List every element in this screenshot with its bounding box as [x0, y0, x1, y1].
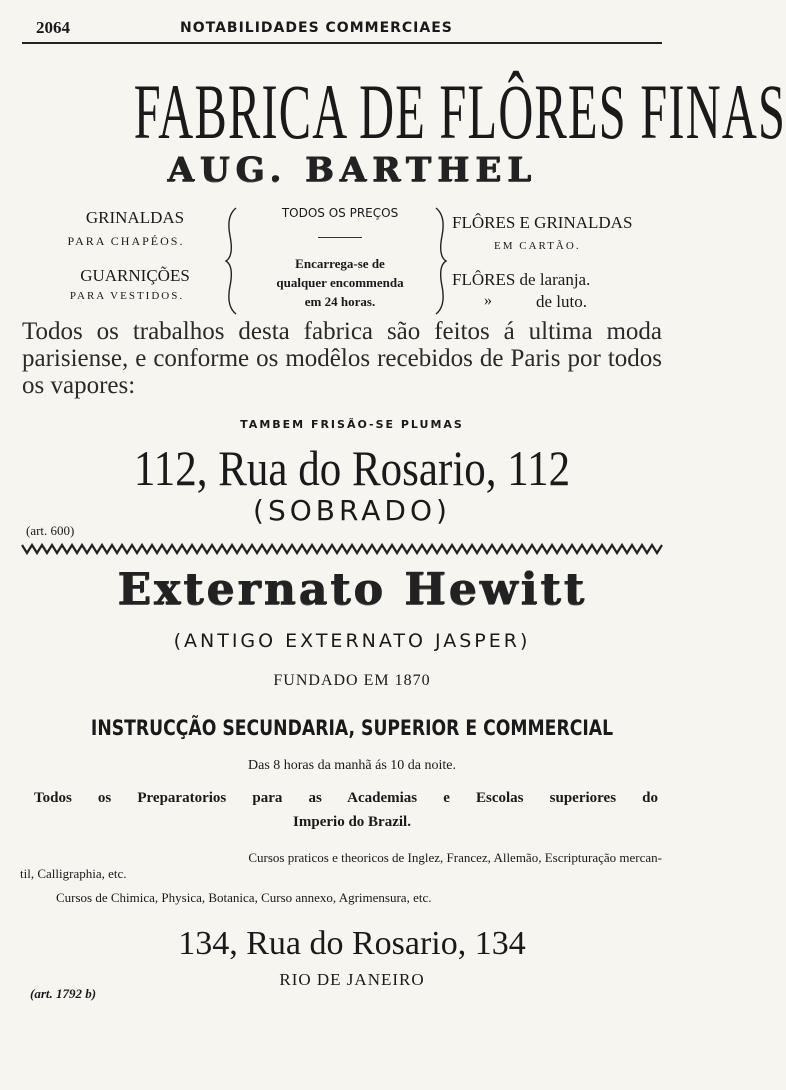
running-title-text: NOTABILIDADES COMMERCIAES: [180, 20, 453, 36]
ad1-right-item3-mark: »: [484, 292, 492, 309]
ad2-former-name: (ANTIGO EXTERNATO JASPER): [173, 630, 531, 652]
ad2-instruction: INSTRUCÇÃO SECUNDARIA, SUPERIOR E COMMERCIAL: [90, 716, 614, 740]
ad2-courses-line2: til, Calligraphia, etc.: [20, 866, 127, 881]
ad1-floor: (SOBRADO): [253, 494, 451, 527]
ad1-right-brace: [430, 206, 450, 316]
page-number: 2064: [36, 18, 70, 37]
ad1-left-item2: GUARNIÇÕES: [80, 266, 190, 285]
ad1-left-item2-sub: PARA VESTIDOS.: [69, 290, 185, 302]
ad2-founded: FUNDADO EM 1870: [273, 672, 431, 689]
ad1-right-item3: de luto.: [536, 292, 587, 311]
ad1-right-item1-sub: EM CARTÃO.: [494, 240, 581, 252]
ad1-center-line3: qualquer encommenda: [276, 275, 404, 290]
ad2-ref: (art. 1792 b): [30, 986, 97, 1001]
ad1-address: 112, Rua do Rosario, 112: [133, 440, 571, 496]
running-title: [180, 20, 453, 36]
ad1-notice: TAMBEM FRISÃO-SE PLUMAS: [240, 418, 464, 431]
ad2-title-text: Externato Hewitt: [117, 564, 587, 615]
ad2-address: 134, Rua do Rosario, 134: [178, 925, 526, 962]
ad1-left-item1-sub: PARA CHAPÉOS.: [67, 234, 185, 248]
ad1-center-line4: em 24 horas.: [304, 294, 376, 309]
ad1-left-item1: GRINALDAS: [85, 208, 185, 227]
wave-divider: [22, 542, 662, 556]
ad2-instruction-wrap: [0, 716, 704, 746]
ad1-center-line2: Encarrega-se de: [295, 256, 385, 271]
ad1-right-item2: FLÔRES de laranja.: [452, 270, 591, 289]
ad2-city: RIO DE JANEIRO: [279, 970, 425, 989]
header-rule: [22, 42, 662, 44]
ad1-title: FABRICA DE FLÔRES FINAS: [133, 68, 786, 155]
ad1-paragraph: Todos os trabalhos desta fabrica são feitos á ultima moda parisiense, e conforme os modêlos recebidos de Paris por todos os vapores:: [22, 318, 662, 399]
ad1-address-wrap: [0, 440, 704, 500]
ad1-center-line1: TODOS OS PREÇOS: [281, 206, 399, 220]
ad2-prep-line1: Todos os Preparatorios para as Academias e Escolas superiores do: [34, 790, 658, 806]
ad1-title-wrap: [0, 68, 786, 155]
ad2-courses-line3: Cursos de Chimica, Physica, Botanica, Curso annexo, Agrimensura, etc.: [56, 890, 432, 905]
ad1-center-dash: [318, 237, 362, 238]
ad2-hours: Das 8 horas da manhã ás 10 da noite.: [248, 758, 456, 773]
ad2-title: [0, 562, 704, 618]
ad1-right-item1: FLÔRES E GRINALDAS: [452, 213, 633, 232]
ad1-owner-text: AUG. BARTHEL: [167, 150, 537, 190]
ad2-courses-line1: Cursos praticos e theoricos de Inglez, Francez, Allemão, Escripturação mercan-: [248, 850, 662, 865]
ad2-prep-line2: Imperio do Brazil.: [293, 814, 411, 830]
ad1-left-brace: [222, 206, 242, 316]
ad1-owner: [0, 150, 704, 190]
ad1-ref: (art. 600): [26, 523, 75, 538]
